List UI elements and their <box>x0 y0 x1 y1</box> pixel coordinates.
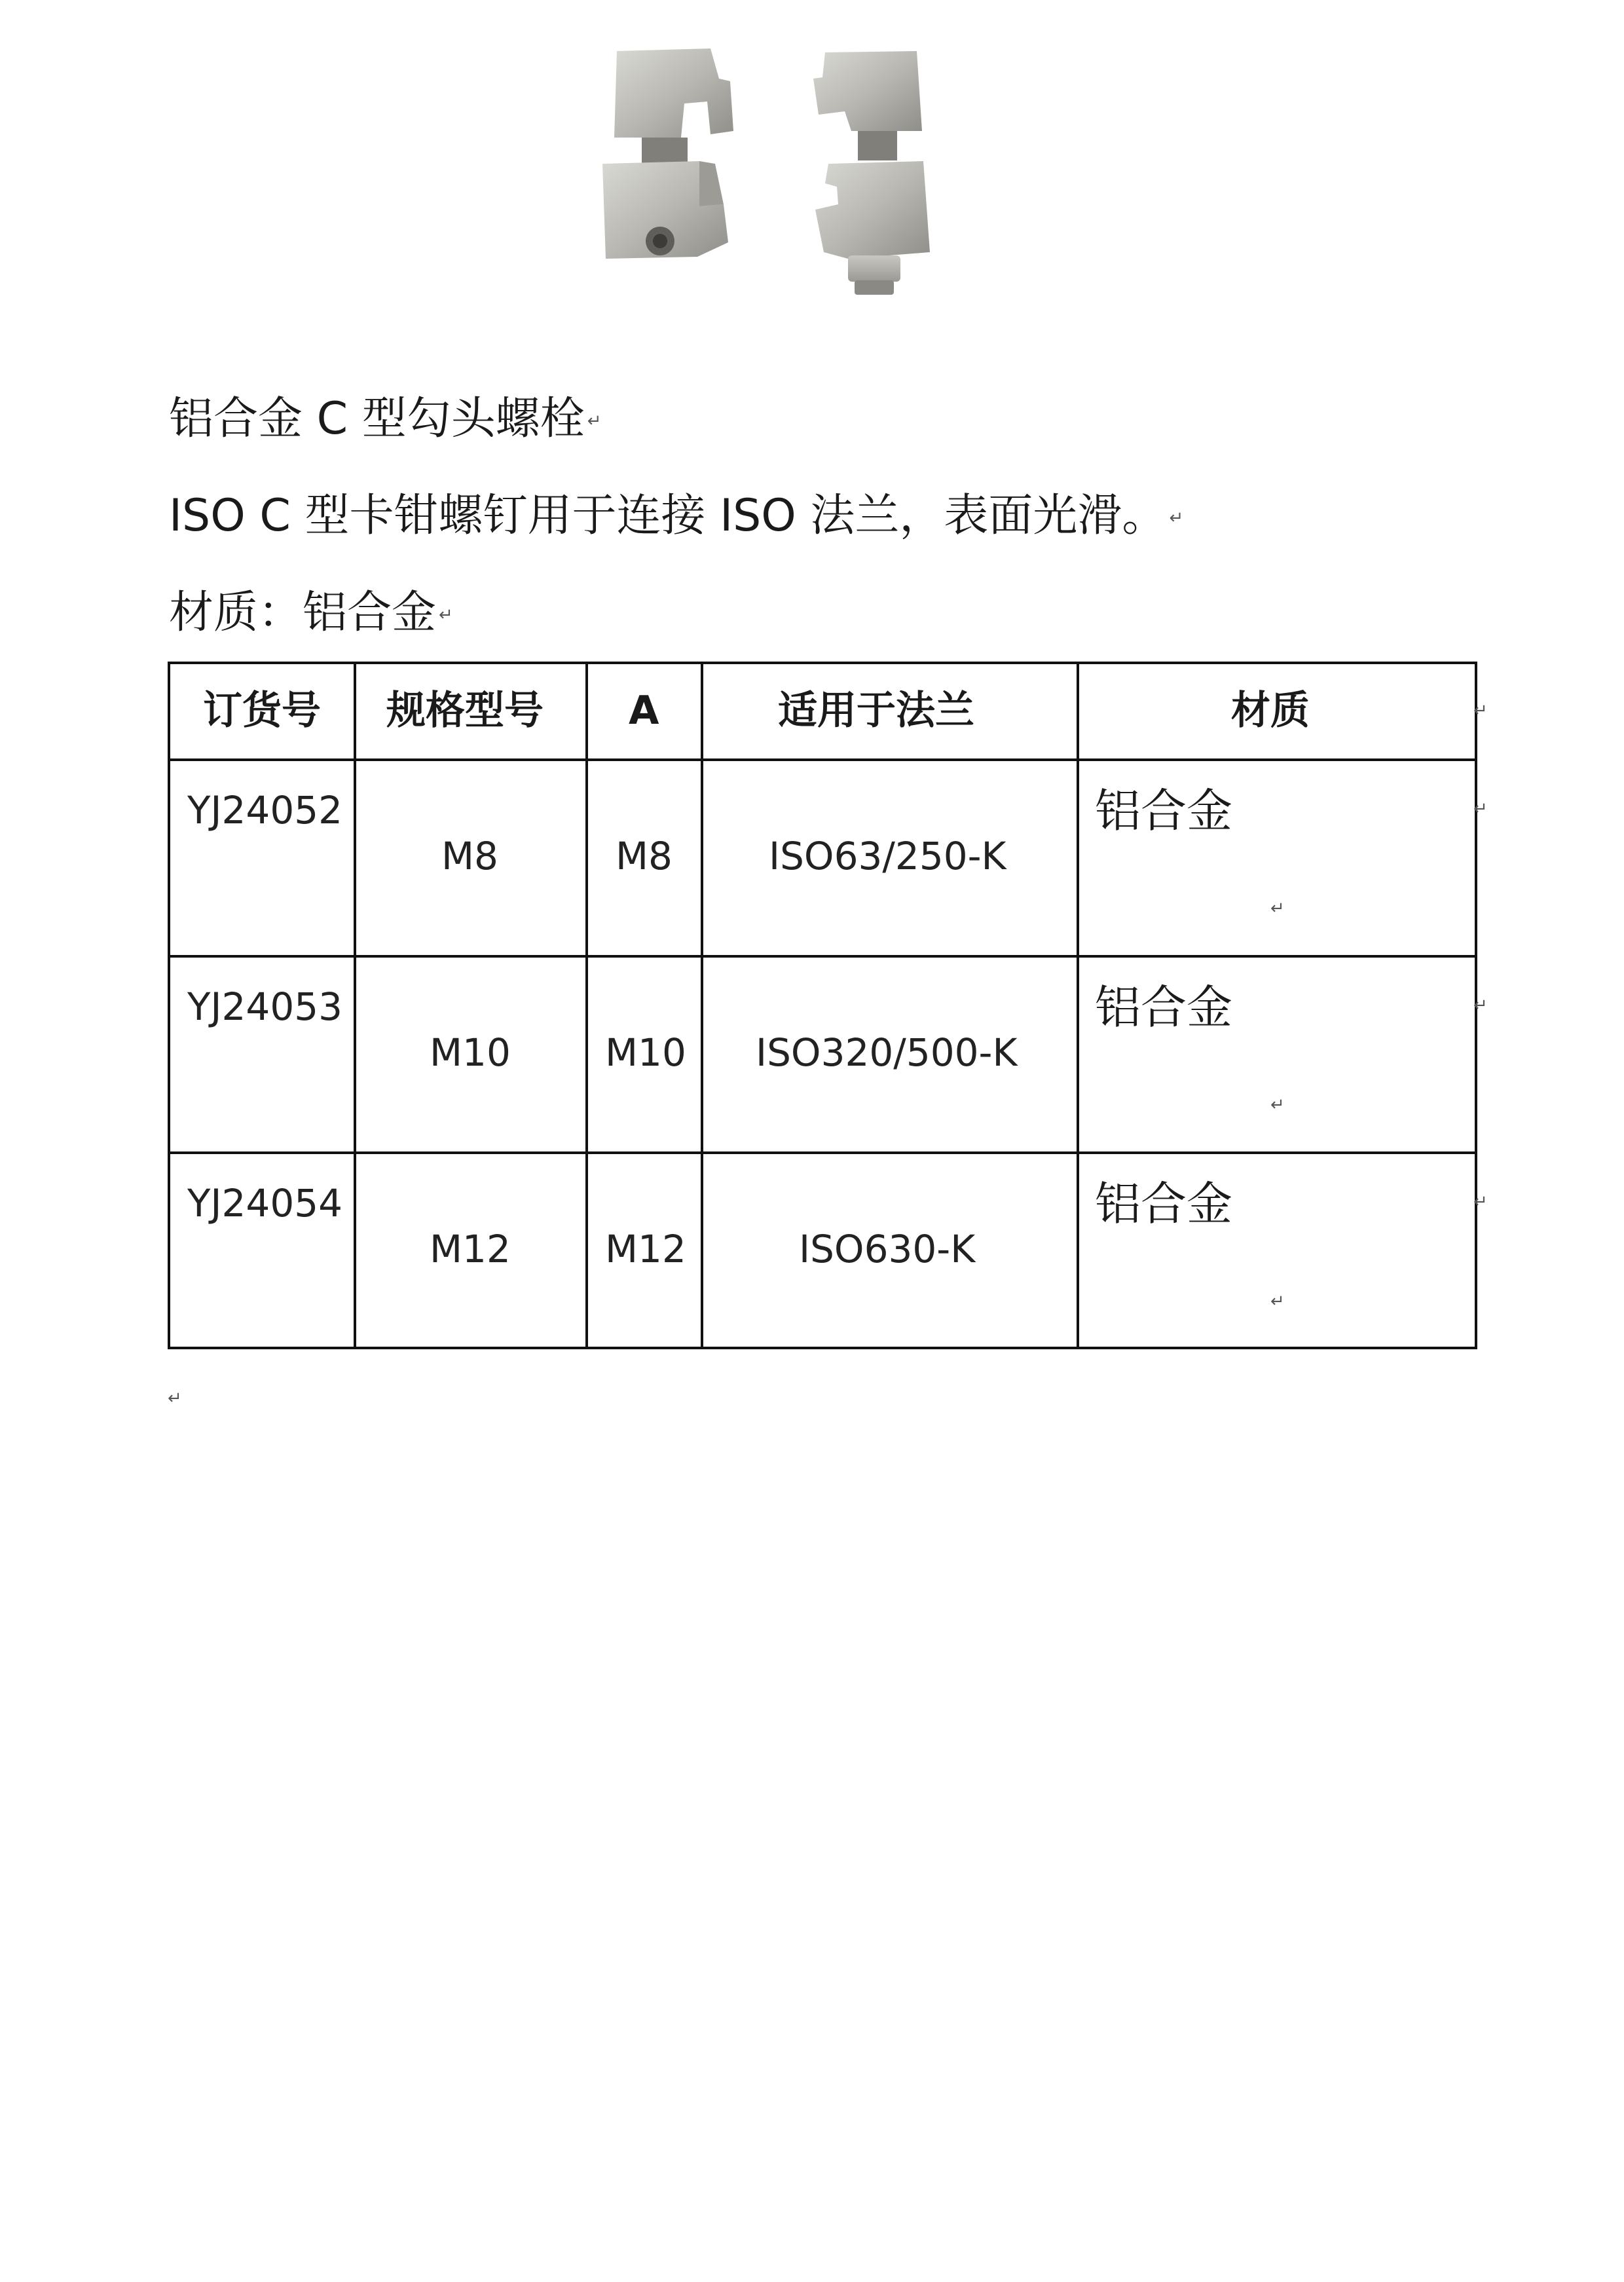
cell-flange: ISO320/500-K <box>756 1030 1018 1075</box>
product-title: 铝合金 C 型勾头螺栓 ↵ <box>169 393 602 445</box>
row-end-mark-icon: ↵ <box>1473 996 1488 1015</box>
paragraph-mark-icon: ↵ <box>587 411 602 432</box>
table-row-divider <box>170 955 1475 958</box>
table-column-divider <box>701 664 703 1347</box>
product-description: ISO C 型卡钳螺钉用于连接 ISO 法兰，表面光滑。 ↵ <box>169 490 1184 542</box>
cell-material: 铝合金 <box>1095 784 1232 838</box>
cell-a: M8 <box>616 834 673 878</box>
table-row-divider <box>170 1151 1475 1154</box>
header-a: A <box>629 688 659 734</box>
paragraph-mark-icon: ↵ <box>168 1389 182 1408</box>
row-end-mark-icon: ↵ <box>1473 1192 1488 1212</box>
cell-spec: M8 <box>441 834 498 878</box>
spec-table <box>168 662 1477 1349</box>
cell-material: 铝合金 <box>1095 1177 1232 1231</box>
product-photo <box>576 33 982 321</box>
cell-order-no: YJ24053 <box>187 984 343 1029</box>
table-column-divider <box>354 664 356 1347</box>
row-end-mark-icon: ↵ <box>1473 799 1488 819</box>
paragraph-mark-icon: ↵ <box>1270 1095 1285 1115</box>
row-end-mark-icon: ↵ <box>1473 701 1488 720</box>
table-column-divider <box>585 664 588 1347</box>
left-clamp <box>602 48 733 259</box>
cell-flange: ISO630-K <box>799 1227 976 1271</box>
material-line: 材质：铝合金 ↵ <box>169 587 453 639</box>
cell-flange: ISO63/250-K <box>769 834 1006 878</box>
header-material: 材质 <box>1231 688 1310 734</box>
paragraph-mark-icon: ↵ <box>1270 1292 1285 1311</box>
cell-a: M12 <box>605 1227 686 1271</box>
cell-material: 铝合金 <box>1095 981 1232 1034</box>
right-clamp <box>813 51 930 295</box>
header-spec: 规格型号 <box>386 688 544 734</box>
header-order-no: 订货号 <box>203 688 321 734</box>
table-row-divider <box>170 758 1475 761</box>
cell-spec: M10 <box>430 1030 511 1075</box>
cell-spec: M12 <box>430 1227 511 1271</box>
cell-a: M10 <box>605 1030 686 1075</box>
paragraph-mark-icon: ↵ <box>1169 508 1184 529</box>
cell-order-no: YJ24052 <box>187 788 343 832</box>
paragraph-mark-icon: ↵ <box>1270 899 1285 918</box>
header-flange: 适用于法兰 <box>778 688 974 734</box>
table-column-divider <box>1077 664 1079 1347</box>
cell-order-no: YJ24054 <box>187 1181 343 1225</box>
paragraph-mark-icon: ↵ <box>439 605 453 626</box>
